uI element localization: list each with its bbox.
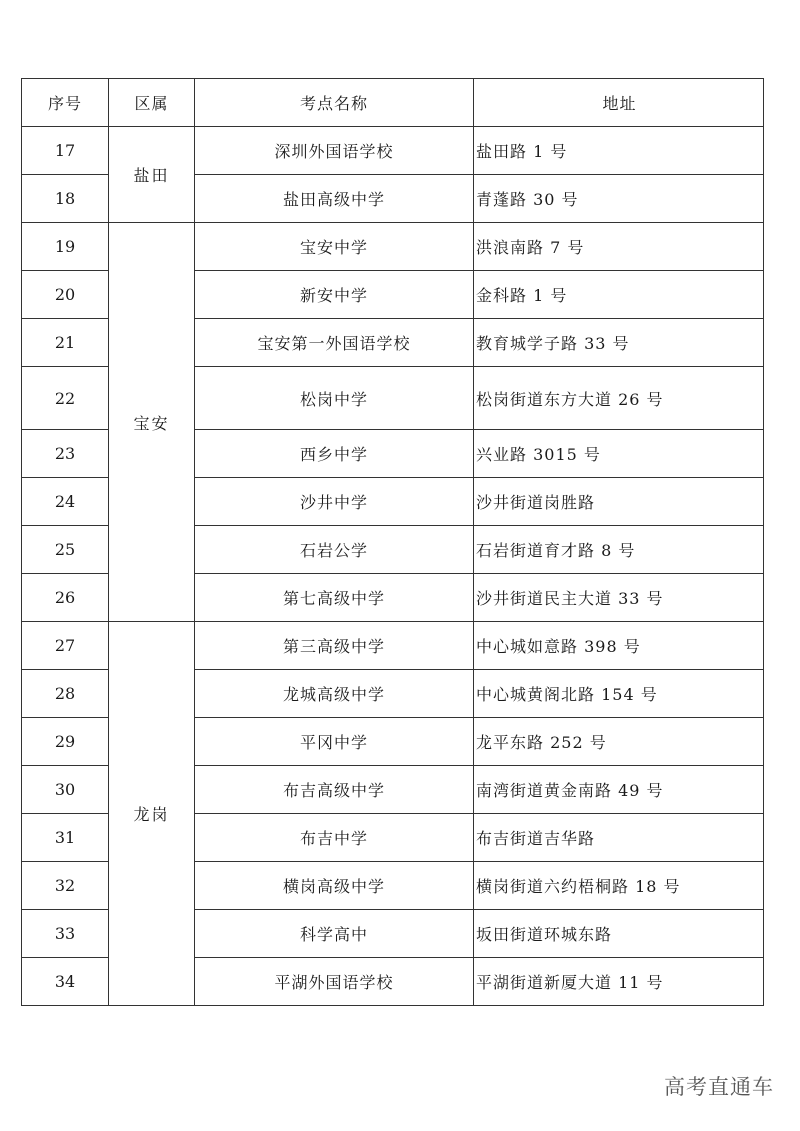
exam-site-table: [21, 78, 764, 1006]
site-name: 西乡中学: [195, 430, 474, 478]
site-address: 石岩街道育才路 8 号: [474, 526, 764, 574]
row-no: 18: [22, 175, 109, 223]
row-no: 33: [22, 910, 109, 958]
row-no: 26: [22, 574, 109, 622]
site-name: 新安中学: [195, 271, 474, 319]
table-row: [22, 622, 764, 670]
site-name: 第七高级中学: [195, 574, 474, 622]
row-no: 24: [22, 478, 109, 526]
site-name: 深圳外国语学校: [195, 127, 474, 175]
site-name: 龙城高级中学: [195, 670, 474, 718]
site-name: 第三高级中学: [195, 622, 474, 670]
site-name: 平冈中学: [195, 718, 474, 766]
site-name: 科学高中: [195, 910, 474, 958]
site-name: 石岩公学: [195, 526, 474, 574]
row-no: 19: [22, 223, 109, 271]
site-address: 坂田街道环城东路: [474, 910, 764, 958]
site-address: 青蓬路 30 号: [474, 175, 764, 223]
site-address: 平湖街道新厦大道 11 号: [474, 958, 764, 1006]
site-address: 教育城学子路 33 号: [474, 319, 764, 367]
site-address: 中心城如意路 398 号: [474, 622, 764, 670]
site-address: 横岗街道六约梧桐路 18 号: [474, 862, 764, 910]
site-address: 松岗街道东方大道 26 号: [474, 367, 764, 430]
row-no: 27: [22, 622, 109, 670]
row-no: 22: [22, 367, 109, 430]
site-name: 宝安中学: [195, 223, 474, 271]
site-name: 盐田高级中学: [195, 175, 474, 223]
site-address: 兴业路 3015 号: [474, 430, 764, 478]
site-address: 沙井街道民主大道 33 号: [474, 574, 764, 622]
table-row: [22, 127, 764, 175]
table-row: [22, 223, 764, 271]
site-address: 洪浪南路 7 号: [474, 223, 764, 271]
row-no: 29: [22, 718, 109, 766]
site-address: 布吉街道吉华路: [474, 814, 764, 862]
row-no: 25: [22, 526, 109, 574]
header-name: 考点名称: [195, 79, 474, 127]
row-no: 31: [22, 814, 109, 862]
watermark-logo-text: 高考直通车: [664, 1075, 774, 1099]
district-cell: 宝安: [109, 223, 195, 622]
row-no: 28: [22, 670, 109, 718]
header-address: 地址: [474, 79, 764, 127]
row-no: 32: [22, 862, 109, 910]
site-name: 宝安第一外国语学校: [195, 319, 474, 367]
row-no: 30: [22, 766, 109, 814]
site-address: 中心城黄阁北路 154 号: [474, 670, 764, 718]
district-cell: 盐田: [109, 127, 195, 223]
site-name: 平湖外国语学校: [195, 958, 474, 1006]
site-name: 布吉中学: [195, 814, 474, 862]
site-name: 横岗高级中学: [195, 862, 474, 910]
header-no: 序号: [22, 79, 109, 127]
header-district: 区属: [109, 79, 195, 127]
row-no: 20: [22, 271, 109, 319]
site-name: 松岗中学: [195, 367, 474, 430]
site-name: 布吉高级中学: [195, 766, 474, 814]
site-address: 金科路 1 号: [474, 271, 764, 319]
site-address: 南湾街道黄金南路 49 号: [474, 766, 764, 814]
site-address: 沙井街道岗胜路: [474, 478, 764, 526]
row-no: 23: [22, 430, 109, 478]
site-address: 盐田路 1 号: [474, 127, 764, 175]
site-name: 沙井中学: [195, 478, 474, 526]
row-no: 34: [22, 958, 109, 1006]
district-cell: 龙岗: [109, 622, 195, 1006]
row-no: 21: [22, 319, 109, 367]
row-no: 17: [22, 127, 109, 175]
table-header-row: [22, 79, 764, 127]
site-address: 龙平东路 252 号: [474, 718, 764, 766]
